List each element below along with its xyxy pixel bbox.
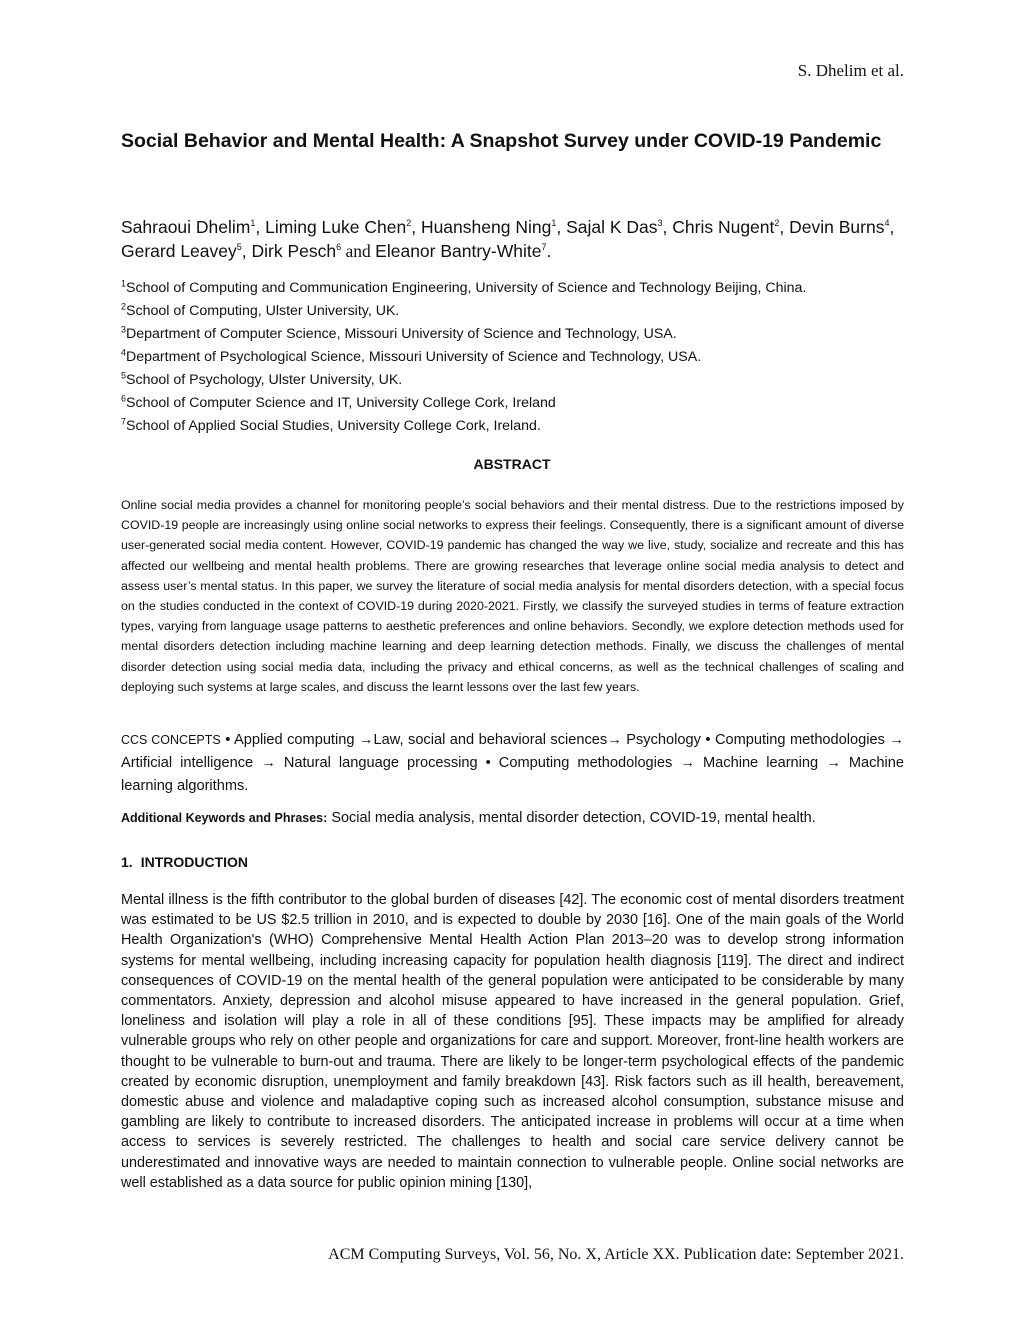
keywords-label: Additional Keywords and Phrases:: [121, 811, 328, 825]
keywords: [121, 808, 904, 829]
affiliation: $^2$School of Computing, Ulster University, UK.: [121, 301, 400, 319]
affiliation-list: [121, 277, 904, 438]
author: Eleanor Bantry-White$^7$.: [375, 241, 552, 261]
introduction-paragraph: Mental illness is the fifth contributor to the global burden of diseases [42]. The economic cost of mental disorders treatment was estimated to be US $2.5 trillion in 2010, and is expected to double by 2030 [16]. One of the main goals of the World Health Organization's (WHO) Comprehensive Mental Health Action Plan 2013–20 was to develop strong information systems for mental wellbeing, including increasing capacity for population health diagnosis [119]. The direct and indirect consequences of COVID-19 on the mental health of the general population were anticipated to be considerable by many commentators. Anxiety, depression and alcohol misuse appeared to have increased in the general population. Grief, loneliness and isolation will play a role in all of these conditions [95]. These impacts may be amplified for already vulnerable groups who rely on other people and organizations for care and support. Moreover, front-line health workers are thought to be vulnerable to burn-out and trauma. There are likely to be longer-term psychological effects of the pandemic created by economic disruption, unemployment and family breakdown [43]. Risk factors such as ill health, bereavement, domestic abuse and violence and maladaptive coping such as increased alcohol consumption, substance misuse and gambling are likely to contribute to increased disorders. The anticipated increase in problems will occur at a time when access to services is severely restricted. The challenges to health and social care service delivery cannot be underestimated and innovative ways are needed to maintain connection to vulnerable people. Online social networks are well established as a data source for public opinion mining [130],: [121, 892, 904, 1191]
affiliation: $^6$School of Computer Science and IT, University College Cork, Ireland: [121, 393, 556, 411]
author: Huansheng Ning$^1$,: [420, 217, 567, 237]
author: Gerard Leavey$^5$,: [121, 241, 252, 261]
author-list: [121, 215, 904, 263]
affiliation: $^4$Department of Psychological Science, Missouri University of Science and Technology, USA.: [121, 347, 702, 365]
author: Sajal K Das$^3$,: [566, 217, 673, 237]
author: Sahraoui Dhelim$^1$,: [121, 217, 266, 237]
ccs-concepts: [121, 729, 904, 798]
affiliation: $^7$School of Applied Social Studies, University College Cork, Ireland.: [121, 416, 541, 434]
section-number: 1.: [121, 854, 133, 870]
abstract-heading: ABSTRACT: [473, 456, 551, 472]
ccs-text: • Applied computing →Law, social and behavioral sciences→ Psychology • Computing methodologies → Artificial intelligence → Natural language processing • Computing methodologies → Machine learning → Machine learning algorithms.: [121, 732, 904, 794]
affiliation: $^1$School of Computing and Communication Engineering, University of Science and Technology Beijing, China.: [121, 278, 807, 296]
affiliation: $^3$Department of Computer Science, Missouri University of Science and Technology, USA.: [121, 324, 677, 342]
section-title: INTRODUCTION: [140, 854, 249, 870]
author: Dirk Pesch$^6$ and: [251, 241, 376, 261]
page-footer: ACM Computing Surveys, Vol. 56, No. X, Article XX. Publication date: September 2021.: [328, 1246, 904, 1263]
author: Liming Luke Chen$^2$,: [265, 217, 421, 237]
section-heading: [121, 854, 248, 870]
affiliation: $^5$School of Psychology, Ulster University, UK.: [121, 370, 403, 388]
paper-title: Social Behavior and Mental Health: A Snapshot Survey under COVID-19 Pandemic: [121, 130, 882, 152]
abstract-text: Online social media provides a channel for monitoring people’s social behaviors and their mental distress. Due to the restrictions imposed by COVID-19 people are increasingly using online social networks to express their feelings. Consequently, there is a significant amount of diverse user-generated social media content. However, COVID-19 pandemic has changed the way we live, study, socialize and recreate and this has affected our wellbeing and mental health problems. There are growing researches that leverage online social media analysis to detect and assess user’s mental status. In this paper, we survey the literature of social media analysis for mental disorders detection, with a special focus on the studies conducted in the context of COVID-19 during 2020-2021. Firstly, we classify the surveyed studies in terms of feature extraction types, varying from language usage patterns to aesthetic preferences and online behaviors. Secondly, we explore detection methods used for mental disorders detection including machine learning and deep learning detection methods. Finally, we discuss the challenges of mental disorder detection using social media data, including the privacy and ethical concerns, as well as the technical challenges of scaling and deploying such systems at large scales, and discuss the learnt lessons over the last few years.: [121, 498, 904, 694]
keywords-text: Social media analysis, mental disorder detection, COVID-19, mental health.: [327, 810, 816, 826]
author: Chris Nugent$^2$,: [672, 217, 790, 237]
author: Devin Burns$^4$,: [789, 217, 895, 237]
ccs-label: CCS CONCEPTS: [121, 733, 221, 747]
running-head: S. Dhelim et al.: [797, 61, 904, 80]
